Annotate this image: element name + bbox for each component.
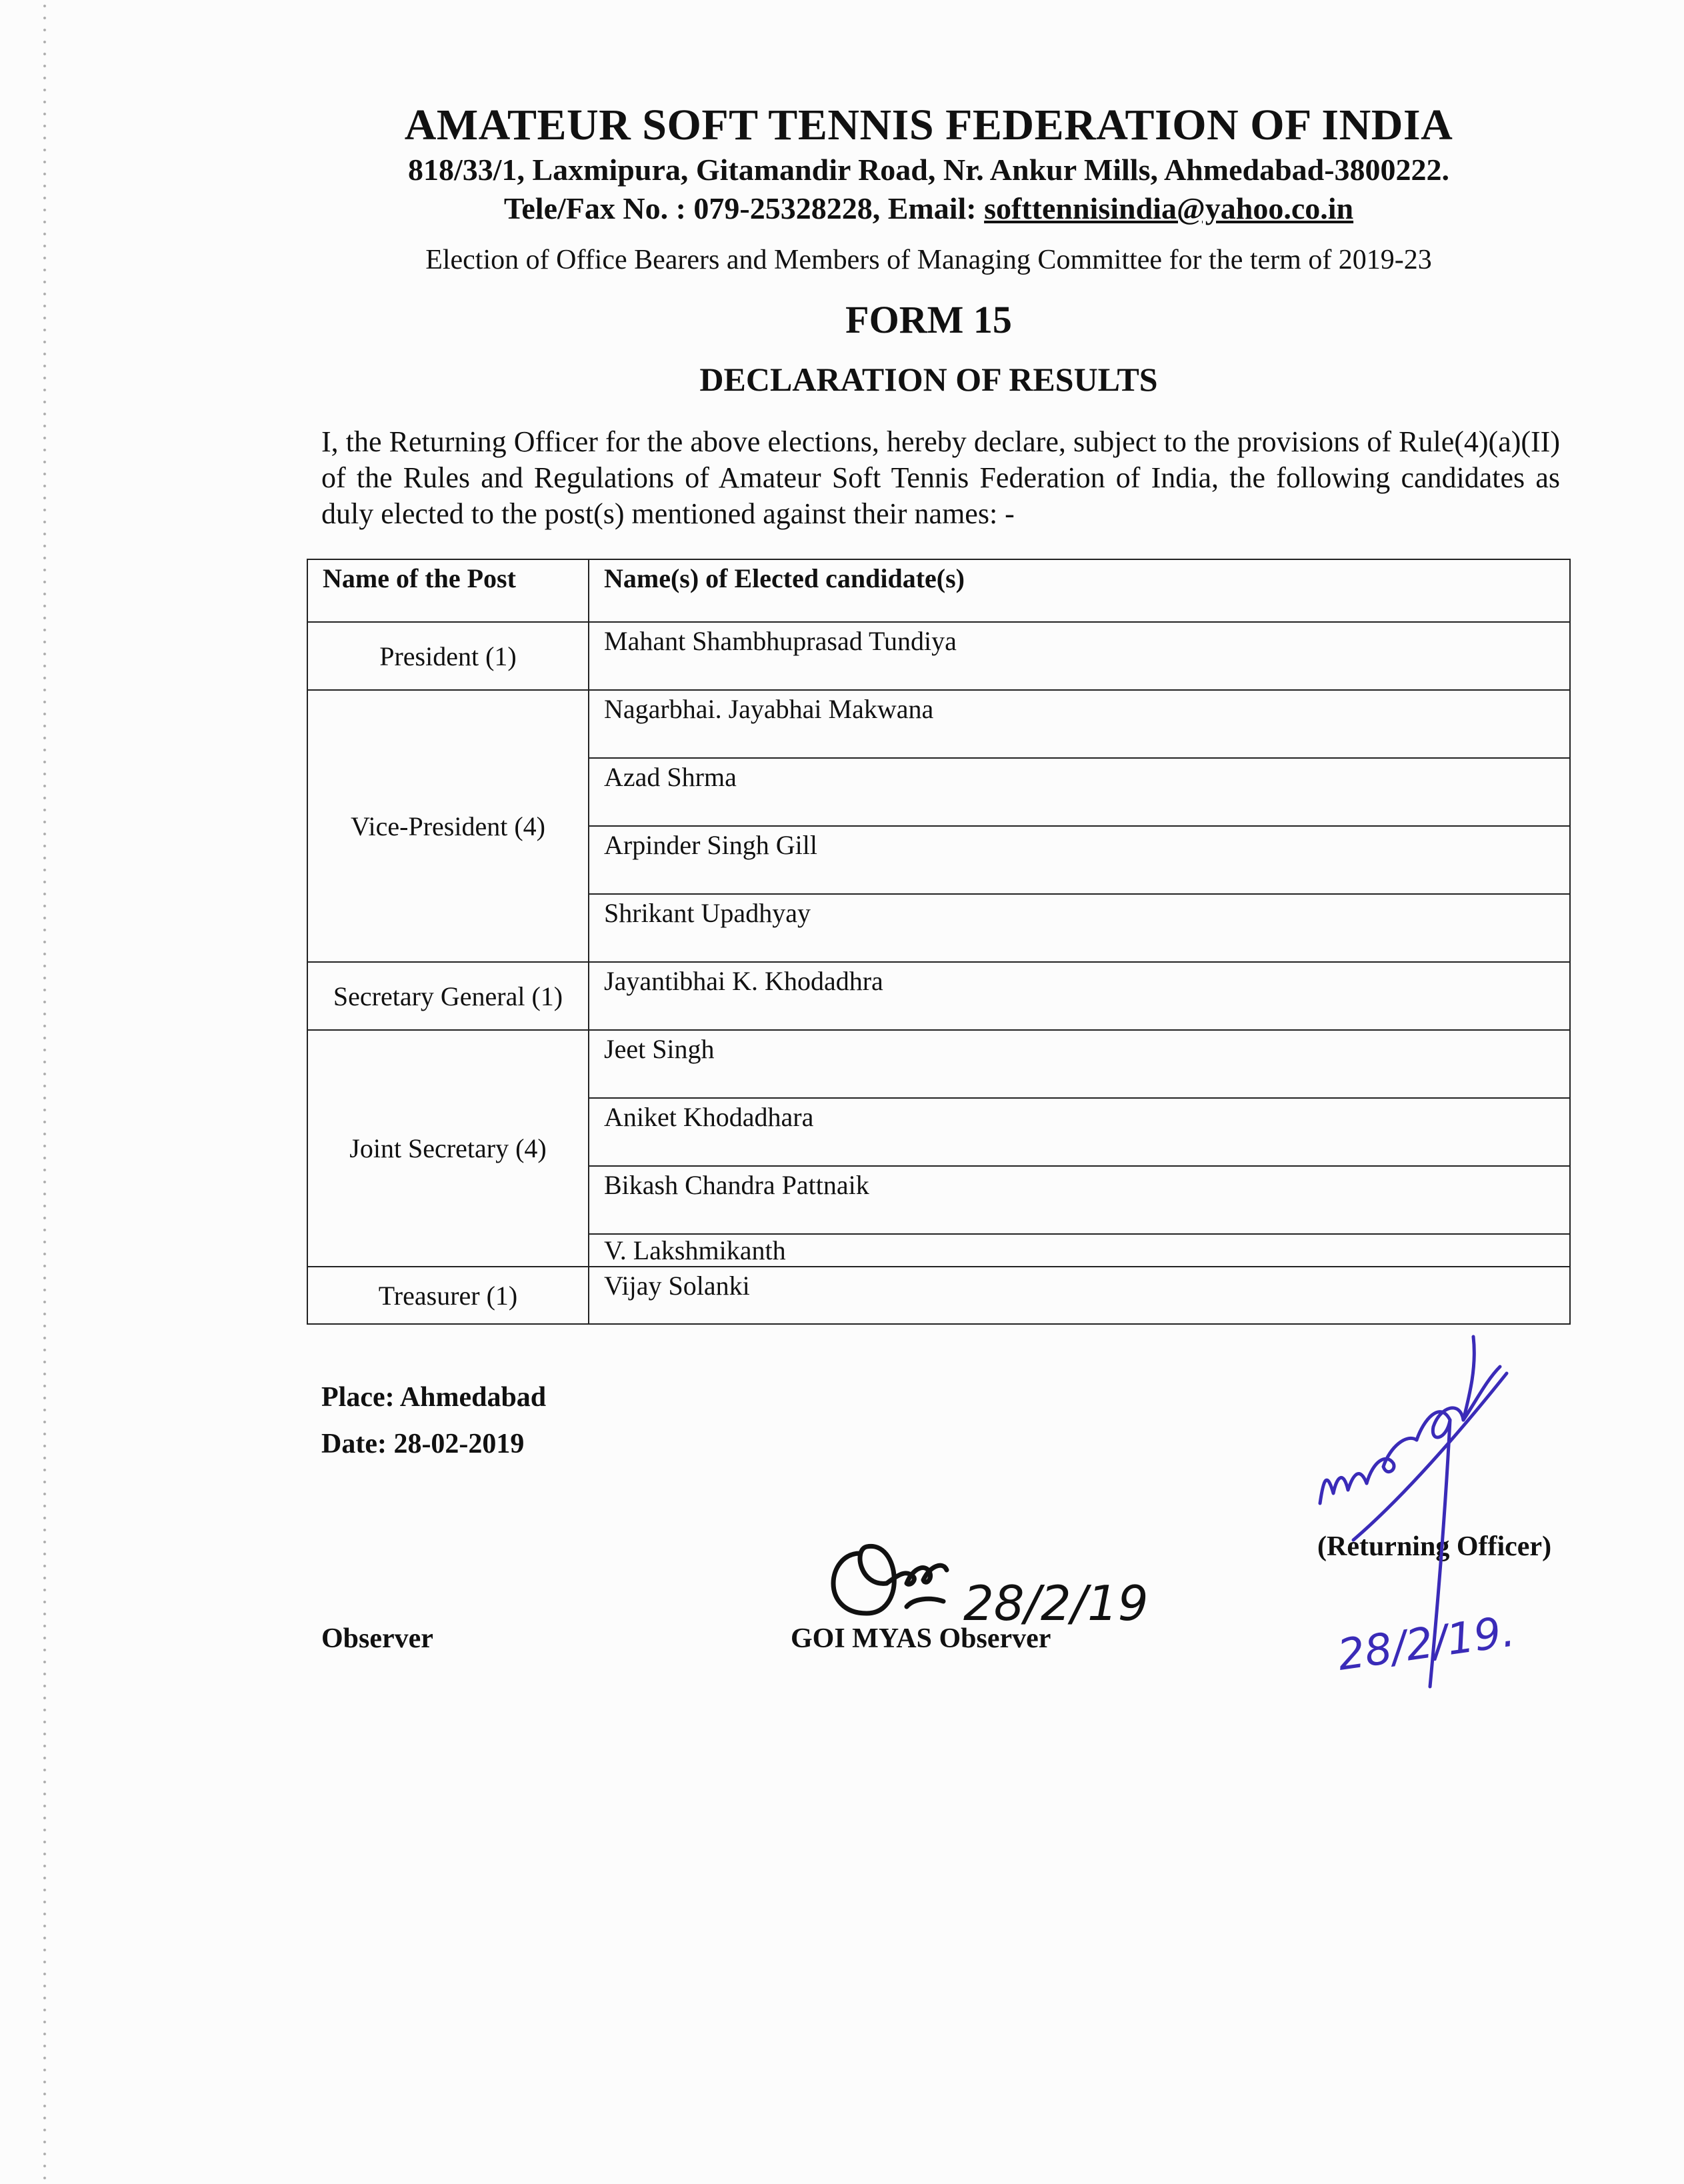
table-header-row (307, 559, 1570, 622)
goi-observer-signature-date: 28/2/19 (963, 1575, 1149, 1631)
results-table (307, 559, 1571, 1325)
returning-officer-signature-date: 28/2/19. (1334, 1607, 1518, 1681)
header-post: Name of the Post (307, 559, 589, 622)
table-row (307, 1267, 1570, 1324)
candidate-cell: Bikash Chandra Pattnaik (589, 1166, 1570, 1234)
candidate-cell: V. Lakshmikanth (589, 1234, 1570, 1267)
candidate-cell: Aniket Khodadhara (589, 1098, 1570, 1166)
election-line: Election of Office Bearers and Members of Managing Committee for the term of 2019-23 (425, 245, 1432, 275)
post-cell: Treasurer (1) (307, 1267, 589, 1324)
candidate-cell: Jayantibhai K. Khodadhra (589, 962, 1570, 1030)
table-row (307, 1030, 1570, 1098)
candidate-cell: Shrikant Upadhyay (589, 894, 1570, 962)
goi-observer-signature (813, 1513, 1187, 1640)
observer-label: Observer (321, 1623, 433, 1654)
table-row (307, 690, 1570, 758)
punch-hole-margin (41, 0, 48, 2184)
candidate-cell: Nagarbhai. Jayabhai Makwana (589, 690, 1570, 758)
post-cell: Secretary General (1) (307, 962, 589, 1030)
candidate-cell: Azad Shrma (589, 758, 1570, 826)
post-cell: Joint Secretary (4) (307, 1030, 589, 1267)
date-label: Date: 28-02-2019 (321, 1429, 525, 1459)
contact-email: softtennisindia@yahoo.co.in (984, 191, 1354, 225)
post-cell: President (1) (307, 622, 589, 690)
contact-line (187, 191, 1671, 226)
candidate-cell: Vijay Solanki (589, 1267, 1570, 1324)
post-cell: Vice-President (4) (307, 690, 589, 962)
organization-address: 818/33/1, Laxmipura, Gitamandir Road, Nr. Ankur Mills, Ahmedabad-3800222. (407, 153, 1450, 187)
candidate-cell: Jeet Singh (589, 1030, 1570, 1098)
table-row (307, 962, 1570, 1030)
contact-phone: Tele/Fax No. : 079-25328228, Email: (503, 191, 985, 225)
place-label: Place: Ahmedabad (321, 1382, 547, 1413)
form-number: FORM 15 (845, 298, 1012, 341)
organization-name: AMATEUR SOFT TENNIS FEDERATION OF INDIA (404, 101, 1453, 149)
declaration-title: DECLARATION OF RESULTS (699, 361, 1158, 398)
returning-officer-signature (1307, 1327, 1540, 1700)
table-row (307, 622, 1570, 690)
declaration-text: I, the Returning Officer for the above elections, hereby declare, subject to the provisions of Rule(4)(a)(II) of the Rules and Regulations of Amateur Soft Tennis Federation of India, the following candidates as duly elected to the post(s) mentioned against their names: - (321, 425, 1560, 530)
goi-observer-label: GOI MYAS Observer (791, 1623, 1051, 1654)
candidate-cell: Mahant Shambhuprasad Tundiya (589, 622, 1570, 690)
returning-officer-label: (Returning Officer) (1317, 1531, 1552, 1562)
candidate-cell: Arpinder Singh Gill (589, 826, 1570, 894)
header-names: Name(s) of Elected candidate(s) (589, 559, 1570, 622)
